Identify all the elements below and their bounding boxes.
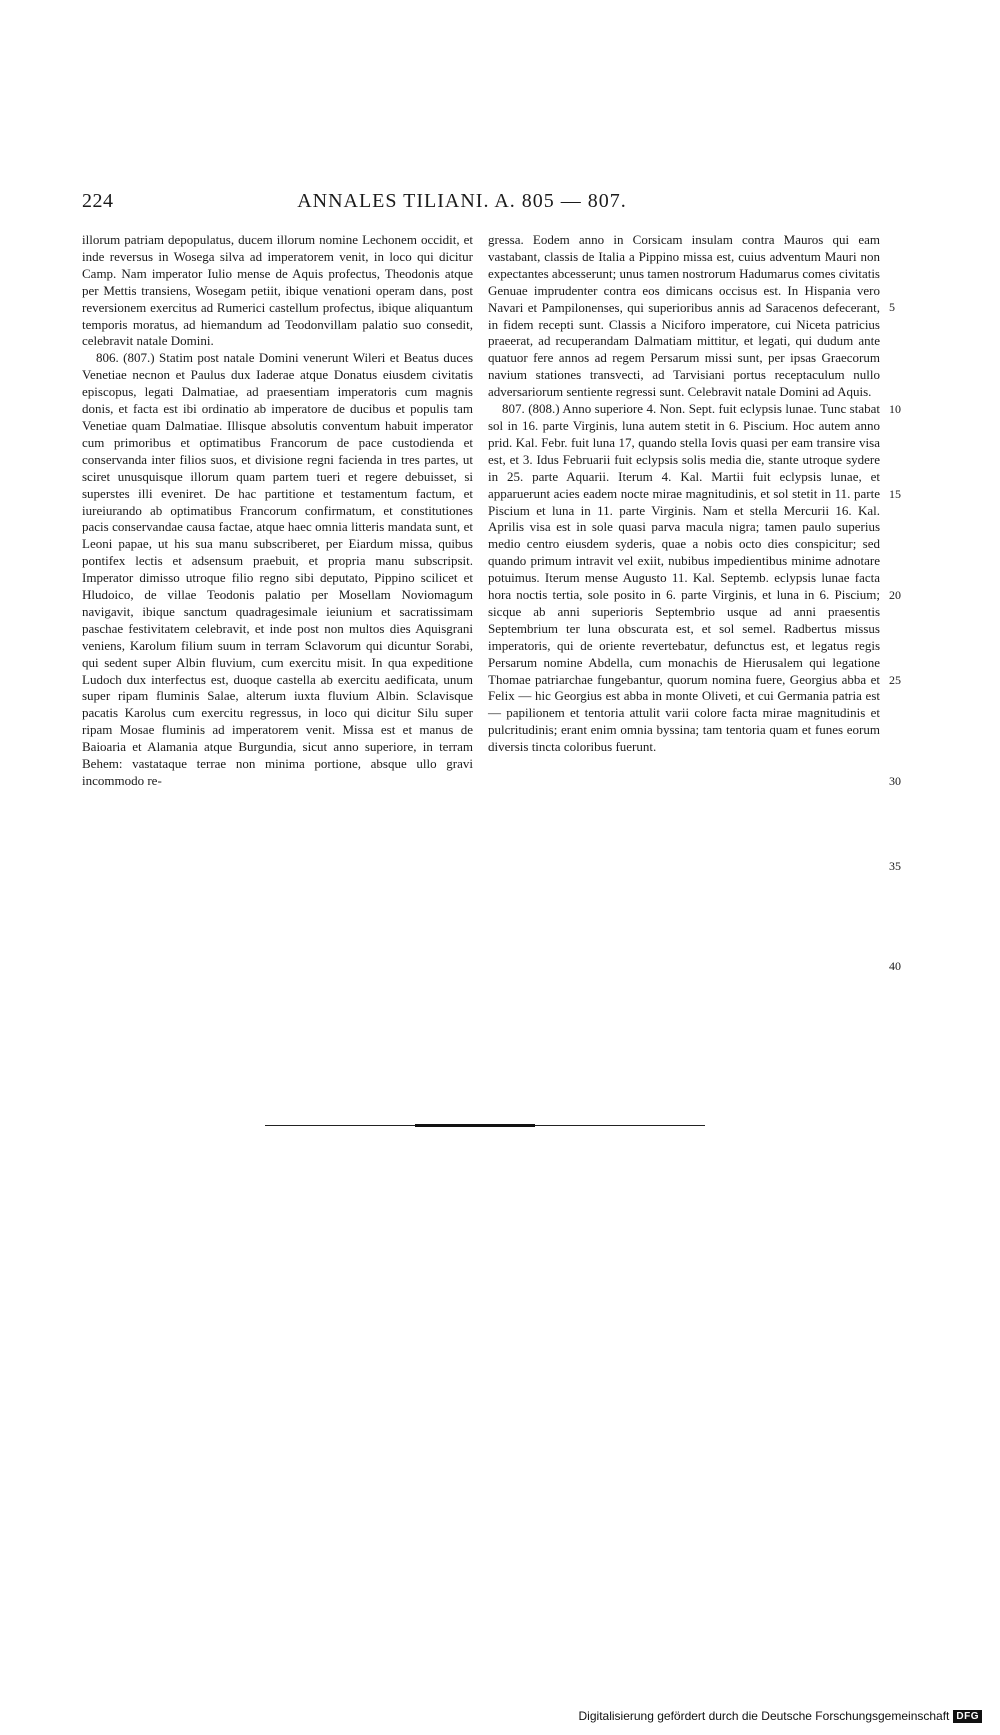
funding-notice: Digitalisierung gefördert durch die Deutsche Forschungsgemeinschaft [578, 1709, 950, 1723]
line-number: 5 [889, 300, 895, 314]
page-header [82, 190, 842, 216]
line-number-margin [889, 232, 913, 973]
paragraph: illorum patriam depopulatus, ducem illorum nomine Lechonem occidit, et inde reversus in Wosega silva ad imperatorem venit, in loco qui dicitur Camp. Nam imperator Iulio mense de Aquis profectus, Theodonis atque per Mettis transiens, Wosegam petiit, ibique venationi operam dans, post reversionem exercitus ad Rumerici castellum profectus, ibique aliquantum temporis moratus, ad hiemandum ad Teodonvillam palatio suo consedit, celebravit natale Domini. [82, 232, 473, 349]
paragraph: 807. (808.) Anno superiore 4. Non. Sept. fuit eclypsis lunae. Tunc stabat sol in 16. parte Virginis, luna autem stetit in 6. Piscium. Hoc autem anno prid. Kal. Febr. fuit luna 17, quando stella Iovis quasi per eam transire visa est, et 3. Idus Februarii fuit eclypsis solis media die, stante utroque sydere in 25. parte Aquarii. Iterum 4. Kal. Martii fuit eclypsis lunae, et apparuerunt acies eadem nocte mirae magnitudinis, et sol stetit in 11. parte Piscium et luna in 11. parte Virginis. Nam et stella Mercurii 16. Kal. Aprilis visa est in sole quasi parva macula nigra; tamen paulo superius medio centro eiusdem syderis, quae a nobis octo dies conspicitur; sed quando primum intravit vel exiit, nubibus impedientibus minime adnotare potuimus. Iterum mense Augusto 11. Kal. Septemb. eclypsis lunae facta hora noctis tertia, sole posito in 6. parte Virginis, et luna in 6. Piscium; sicque ab anni superioris Septembrio usque ad anni praesentis Septembrium ter luna obscurata est, et sol semel. Radbertus missus imperatoris, qui de oriente revertebatur, defunctus est, et legatus regis Persarum nomine Abdella, cum monachis de Hierusalem qui legatione Thomae patriarchae fungebantur, quorum nomina fuere, Georgius abba et Felix — hic Georgius est abba in monte Oliveti, et cui Germania patria est — papilionem et tentoria attulit varii colore facta mirae magnitudinis et pulcritudinis; erant enim omnia byssina; tam tentoria quam et funes eorum diversis tincta coloribus fuerunt. [488, 401, 880, 755]
running-title: ANNALES TILIANI. A. 805 — 807. [297, 190, 627, 212]
right-column [488, 232, 880, 756]
paragraph: 806. (807.) Statim post natale Domini venerunt Wileri et Beatus duces Venetiae necnon et Paulus dux Iaderae atque Donatus eiusdem civitatis episcopus, legati Dalmatiae, ad praesentiam imperatoris cum magnis donis, et facta est ibi ordinatio ab imperatore de ducibus et populis tam Venetiae quam Dalmatiae. Illisque absolutis conventum habuit imperator cum primoribus et optimatibus Francorum de pace custodienda et conservanda inter filios suos, et divisione regni facienda in tres partes, ut sciret unusquisque illorum quam partem tueri et regere debuisset, si superstes illi eveniret. De hac partitione et testamentum factum, et iureiurando ab optimatibus Francorum confirmatum, et constitutiones pacis conservandae causa factae, atque haec omnia litteris mandata sunt, et Leoni papae, ut his sua manu subscriberet, per Eiardum missa, quibus pontifex lectis et adsensum praebuit, et propria manu subscripsit. Imperator dimisso utroque filio regno sibi deputato, Pippino scilicet et Hludoico, de villae Teodonis palatio per Mosellam Noviomagum navigavit, ibique sanctum quadragesimale ieiunium et sacratissimam paschae festivitatem celebravit, et inde post non multos dies Aquisgrani veniens, Karolum filium suum in terram Sclavorum qui dicuntur Sorabi, qui sedent super Albin fluvium, cum exercitu misit. In qua expeditione Ludoch dux interfectus est, duoque castella ab exercitu aedificata, unum super ripam fluminis Salae, alterum iuxta fluvium Albin. Sclavisque pacatis Karolus cum exercitu regressus, in loco qui dicitur Silu super ripam Mosae fluminis ad imperatorem venit. Missa est et manus de Baioaria et Alamania atque Burgundia, sicut anno superiore, in terram Behem: vastataque terrae non minima portione, absque ullo gravi incommodo re- [82, 350, 473, 788]
line-number: 25 [889, 673, 901, 687]
line-number: 30 [889, 774, 901, 788]
line-number: 10 [889, 402, 901, 416]
end-rule [265, 1124, 705, 1127]
line-number: 15 [889, 487, 901, 501]
line-number: 40 [889, 959, 901, 973]
rule-ornament [415, 1124, 535, 1127]
paragraph: gressa. Eodem anno in Corsicam insulam contra Mauros qui eam vastabant, classis de Italia a Pippino missa est, cuius adventum Mauri non expectantes abcesserunt; unus tamen nostrorum Hadumarus comes civitatis Genuae imprudenter contra eos dimicans occisus est. In Hispania vero Navari et Pampilonenses, qui superioribus annis ad Saracenos defecerant, in fidem recepti sunt. Classis a Niciforo imperatore, cui Niceta patricius praeerat, ad recuperandam Dalmatiam mittitur, et legati, qui dudum ante quatuor fere annos ad regem Persarum missi sunt, per ipsas Graecorum navium stationes transvecti, ad Tarvisiani portus receptaculum nullo adversariorum sentiente regressi sunt. Celebravit natale Domini ad Aquis. [488, 232, 880, 400]
line-number: 35 [889, 859, 901, 873]
line-number: 20 [889, 588, 901, 602]
page-number: 224 [82, 190, 114, 212]
dfg-logo: DFG [953, 1710, 982, 1723]
footer [579, 1707, 982, 1725]
left-column [82, 232, 473, 790]
